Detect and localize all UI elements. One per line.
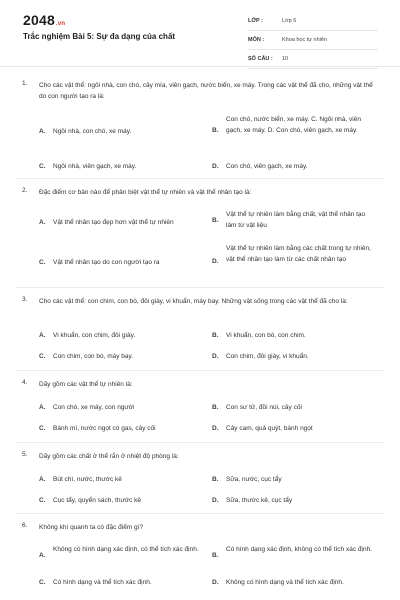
option-letter: C. [39, 579, 46, 586]
meta-key: SỐ CÂU : [248, 56, 273, 62]
question-number: 1. [22, 80, 28, 87]
option-text: Sữa, nước, cục tẩy [226, 476, 282, 483]
question-text: Đặc điểm cơ bản nào để phân biệt vật thể tự nhiên và vật thể nhân tạo là: [39, 189, 252, 196]
question-number: 3. [22, 296, 28, 303]
option-text: Vi khuẩn, con bò, con chim. [226, 332, 306, 339]
question-number: 6. [22, 522, 28, 529]
option-letter: C. [39, 259, 46, 266]
option-letter: A. [39, 219, 46, 226]
option-c[interactable] [39, 351, 201, 362]
option-text: Vật thể tự nhiên làm bằng các chất trong tự nhiên, vật thể nhân tạo làm từ các chất nhân tạo [226, 245, 371, 263]
option-text: Bánh mì, nước ngọt có gas, cây cối [53, 425, 156, 432]
meta-value: Lớp 6 [282, 18, 297, 24]
option-a[interactable] [39, 474, 201, 485]
question-divider [16, 442, 384, 443]
question-number: 2. [22, 187, 28, 194]
option-b[interactable] [212, 402, 372, 413]
question-divider [16, 513, 384, 514]
option-letter: D. [212, 579, 219, 586]
option-letter: B. [212, 476, 219, 483]
option-letter: D. [212, 425, 219, 432]
meta-key: LỚP : [248, 18, 263, 24]
option-c[interactable] [39, 257, 201, 268]
option-letter: B. [212, 552, 219, 559]
question-number: 5. [22, 451, 28, 458]
logo-text: 2048 [23, 12, 55, 28]
option-letter: C. [39, 425, 46, 432]
option-letter: C. [39, 353, 46, 360]
option-text: Vật thể nhân tạo đẹp hơn vật thể tự nhiên [53, 219, 174, 226]
option-c[interactable] [39, 495, 201, 506]
page-header [0, 0, 400, 70]
option-b[interactable] [212, 330, 372, 341]
option-b[interactable] [212, 114, 372, 136]
option-letter: D. [212, 353, 219, 360]
option-text: Ngôi nhà, viên gạch, xe máy. [53, 163, 137, 170]
meta-row-subject [248, 31, 378, 50]
option-text: Không có hình dạng và thể tích xác định. [226, 579, 344, 586]
question-divider [16, 178, 384, 179]
option-text: Con chó, viên gạch, xe máy. [226, 163, 308, 170]
option-letter: C. [39, 497, 46, 504]
option-a[interactable] [39, 544, 201, 561]
option-letter: B. [212, 404, 219, 411]
option-d[interactable] [212, 577, 372, 588]
question-divider [16, 287, 384, 288]
meta-row-grade [248, 12, 378, 31]
option-letter: B. [212, 127, 219, 134]
option-letter: A. [39, 552, 46, 559]
option-d[interactable] [212, 495, 372, 506]
option-text: Sữa, thước kẻ, cục tẩy [226, 497, 293, 504]
question-text: Cho các vật thể: ngôi nhà, con chó, cây mía, viên gạch, nước biển, xe máy. Trong các vật thể đã cho, những vật thể do con người tạo ra là: [39, 82, 373, 100]
option-text: Bút chì, nước, thước kẻ [53, 476, 122, 483]
option-text: Có hình dạng xác định, không có thể tích xác định. [226, 546, 372, 553]
option-d[interactable] [212, 243, 372, 267]
option-letter: D. [212, 258, 219, 265]
option-b[interactable] [212, 209, 372, 231]
logo-suffix: .vn [55, 21, 66, 27]
option-letter: D. [212, 497, 219, 504]
option-d[interactable] [212, 423, 372, 434]
option-b[interactable] [212, 544, 372, 561]
option-letter: A. [39, 404, 46, 411]
option-text: Không có hình dạng xác định, có thể tích xác định. [53, 546, 199, 553]
option-text: Vi khuẩn, con chim, đôi giày. [53, 332, 136, 339]
question-divider [16, 370, 384, 371]
question-text: Dãy gồm các chất ở thể rắn ở nhiệt độ phòng là: [39, 453, 179, 460]
question-number: 4. [22, 379, 28, 386]
option-text: Con chó, nước biển, xe máy. C. Ngôi nhà, viên gạch, xe máy. D. Con chó, viên gạch, xe máy. [226, 116, 361, 134]
option-text: Cây cam, quả quýt, bánh ngọt [226, 425, 313, 432]
option-text: Con chim, đôi giày, vi khuẩn. [226, 353, 309, 360]
option-c[interactable] [39, 423, 201, 434]
option-a[interactable] [39, 126, 201, 137]
option-letter: D. [212, 163, 219, 170]
option-text: Vật thể tự nhiên làm bằng chất, vật thể nhân tạo làm từ vật liệu [226, 211, 366, 229]
option-letter: A. [39, 476, 46, 483]
option-letter: B. [212, 217, 219, 224]
page-title: Trắc nghiệm Bài 5: Sự đa dạng của chất [23, 32, 176, 41]
option-c[interactable] [39, 161, 201, 172]
option-a[interactable] [39, 217, 201, 228]
option-c[interactable] [39, 577, 201, 588]
header-divider [0, 66, 400, 67]
option-b[interactable] [212, 474, 372, 485]
option-a[interactable] [39, 402, 201, 413]
option-letter: C. [39, 163, 46, 170]
meta-key: MÔN : [248, 37, 265, 43]
meta-value: Khoa học tự nhiên [282, 37, 327, 43]
option-text: Ngôi nhà, con chó, xe máy. [53, 128, 132, 135]
option-letter: B. [212, 332, 219, 339]
quiz-meta-table [248, 12, 378, 69]
option-d[interactable] [212, 351, 372, 362]
option-letter: A. [39, 128, 46, 135]
option-text: Con chim, con bò, máy bay. [53, 353, 134, 360]
question-text: Cho các vật thể: con chim, con bò, đôi giày, vi khuẩn, máy bay. Những vật sống trong các vật thể đã cho là: [39, 298, 348, 305]
meta-value: 10 [282, 56, 289, 62]
option-text: Con sư tử, đồi núi, cây cối [226, 404, 302, 411]
option-text: Có hình dạng và thể tích xác định. [53, 579, 152, 586]
option-text: Cục tẩy, quyển sách, thước kẻ [53, 497, 141, 504]
option-text: Vật thể nhân tạo do con người tạo ra [53, 259, 160, 266]
option-a[interactable] [39, 330, 201, 341]
option-text: Con chó, xe máy, con người [53, 404, 135, 411]
option-letter: A. [39, 332, 46, 339]
question-text: Dãy gồm các vật thể tự nhiên là: [39, 381, 133, 388]
site-logo[interactable] [23, 12, 65, 28]
option-d[interactable] [212, 161, 372, 172]
question-text: Không khí quanh ta có đặc điểm gì? [39, 524, 144, 531]
